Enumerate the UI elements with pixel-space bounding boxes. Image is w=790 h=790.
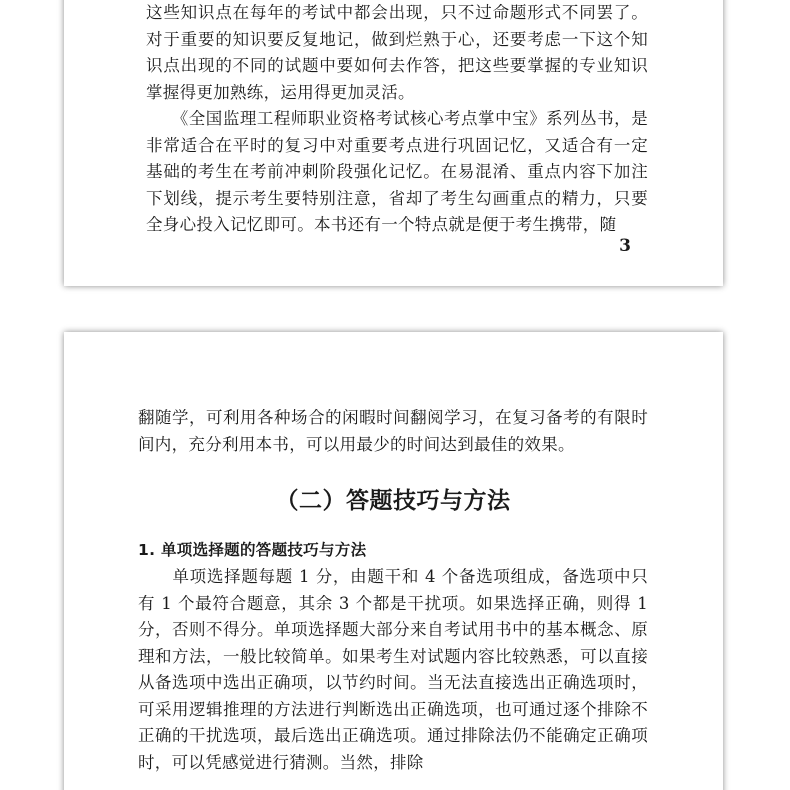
body-paragraph: 《全国监理工程师职业资格考试核心考点掌中宝》系列丛书，是非常适合在平时的复习中对重要考点进行巩固记忆，又适合有一定基础的考生在考前冲刺阶段强化记忆。在易混淆、重点内容下加注下划线，提示考生要特别注意，省却了考生勾画重点的精力，只要全身心投入记忆即可。本书还有一个特点就是便于考生携带，随 [146,109,648,234]
body-paragraph: 翻随学，可利用各种场合的闲暇时间翻阅学习，在复习备考的有限时间内，充分利用本书，可以用最少的时间达到最佳的效果。 [138,408,648,454]
document-page-bottom [64,332,723,790]
page-number: 3 [619,236,631,256]
body-paragraph: 单项选择题每题 1 分，由题干和 4 个备选项组成，备选项中只有 1 个最符合题意，其余 3 个都是干扰项。如果选择正确，则得 1 分，否则不得分。单项选择题大部分来自考试用书中的基本概念、原理和方法，一般比较简单。如果考生对试题内容比较熟悉，可以直接从备选项中选出正确项，以节约时间。当无法直接选出正确选项时，可采用逻辑推理的方法进行判断选出正确选项，也可通过逐个排除不正确的干扰选项，最后选出正确选项。通过排除法仍不能确定正确项时，可以凭感觉进行猜测。当然，排除 [138,567,654,772]
body-paragraph: 这些知识点在每年的考试中都会出现，只不过命题形式不同罢了。对于重要的知识要反复地记，做到烂熟于心，还要考虑一下这个知识点出现的不同的试题中要如何去作答，把这些要掌握的专业知识掌握得更加熟练，运用得更加灵活。 [146,3,648,102]
section-heading: （二）答题技巧与方法 [275,487,511,514]
document-page-top [64,0,723,286]
sub-heading: 1. 单项选择题的答题技巧与方法 [138,541,367,559]
